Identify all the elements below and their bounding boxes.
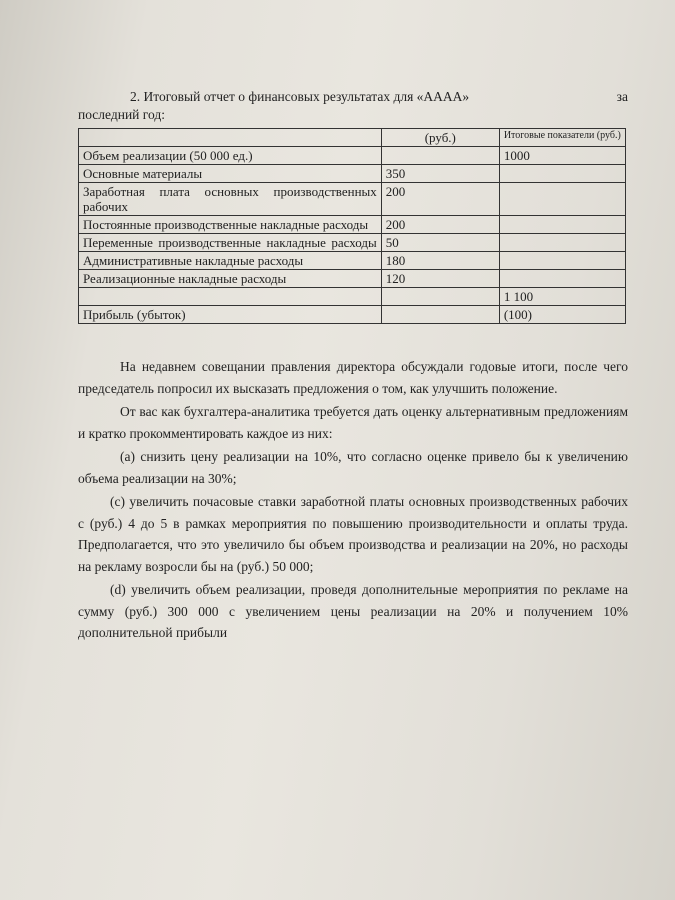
row-label: Административные накладные расходы [79,252,382,270]
row-rub: 200 [381,183,499,216]
table-row [79,234,626,252]
row-total: (100) [499,306,625,324]
row-label [79,288,382,306]
row-total: 1000 [499,147,625,165]
row-rub [381,306,499,324]
table-row [79,147,626,165]
row-total [499,270,625,288]
header-cell-rub: (руб.) [381,129,499,147]
heading-line-2: последний год: [78,107,165,122]
header-cell-item [79,129,382,147]
row-label: Заработная плата основных производственных рабочих [79,183,382,216]
table-row [79,216,626,234]
row-total: 1 100 [499,288,625,306]
row-rub: 180 [381,252,499,270]
section-heading [78,88,628,124]
row-rub [381,147,499,165]
heading-line-1: 2. Итоговый отчет о финансовых результатах для «АААА» [130,89,470,104]
financial-report-table [78,128,626,324]
row-rub: 350 [381,165,499,183]
heading-line-1-end: за [616,89,628,104]
document-content [78,88,628,644]
row-total [499,252,625,270]
option-d: (d) увеличить объем реализации, проведя дополнительные мероприятия по рекламе на сумму (руб.) 300 000 с увеличением цены реализации на 20% и получением 10% дополнительной прибыли [78,582,628,640]
paragraph-task: От вас как бухгалтера-аналитика требуется дать оценку альтернативным предложениям и кратко прокомментировать каждое из них: [78,404,628,441]
row-total [499,165,625,183]
option-a: (а) снизить цену реализации на 10%, что согласно оценке привело бы к увеличению объема реализации на 30%; [78,449,628,486]
row-rub [381,288,499,306]
table-row [79,270,626,288]
row-label: Реализационные накладные расходы [79,270,382,288]
row-label: Основные материалы [79,165,382,183]
row-rub: 120 [381,270,499,288]
row-total [499,216,625,234]
table-row-profit [79,306,626,324]
row-total [499,183,625,216]
table-row [79,183,626,216]
row-label: Объем реализации (50 000 ед.) [79,147,382,165]
table-header-row [79,129,626,147]
row-label: Постоянные производственные накладные расходы [79,216,382,234]
row-rub: 200 [381,216,499,234]
row-total [499,234,625,252]
table-row [79,165,626,183]
option-c: (с) увеличить почасовые ставки заработной платы основных производственных рабочих с (руб.) 4 до 5 в рамках мероприятия по повышению производительности и оплаты труда. Предполагается, что это увеличило бы объем производства и реализации на 20%, но расходы на рекламу возросли бы на (руб.) 50 000; [78,494,628,574]
table-row [79,252,626,270]
row-rub: 50 [381,234,499,252]
header-cell-total: Итоговые показатели (руб.) [499,129,625,147]
row-label: Прибыль (убыток) [79,306,382,324]
table-row-subtotal [79,288,626,306]
paragraph-meeting: На недавнем совещании правления директора обсуждали годовые итоги, после чего председатель попросил их высказать предложения о том, как улучшить положение. [78,359,628,396]
row-label: Переменные производственные накладные расходы [79,234,382,252]
